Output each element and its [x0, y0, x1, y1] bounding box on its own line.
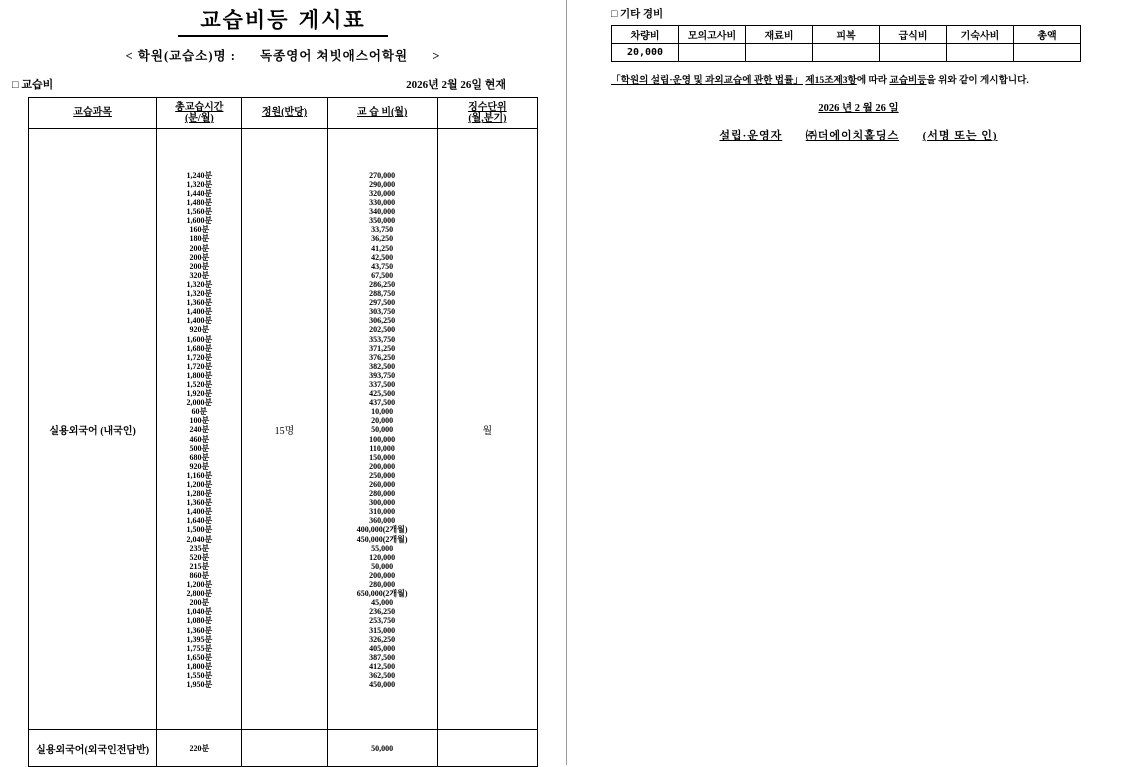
- list-item: 2,800분: [186, 589, 213, 599]
- etc-value-cell: 20,000: [612, 44, 679, 62]
- list-item: 1,160분: [186, 470, 213, 480]
- list-item: 1,640분: [186, 516, 213, 526]
- list-item: 1,600분: [186, 334, 213, 344]
- list-item: 43,750: [371, 261, 394, 271]
- as-of-date: 2026년 2월 26일 현재: [406, 79, 506, 91]
- list-item: 1,360분: [186, 498, 213, 508]
- academy-bracket-close: >: [432, 49, 441, 63]
- list-item: 220분: [189, 744, 210, 754]
- list-item: 42,500: [371, 252, 394, 262]
- list-item: 412,500: [369, 661, 396, 671]
- header-capacity: 정원(반당): [242, 98, 327, 129]
- list-item: 200,000: [369, 461, 396, 471]
- list-item: 235분: [189, 543, 210, 553]
- list-item: 362,500: [369, 670, 396, 680]
- header-total-hours: 총교습시간 (분/월): [157, 98, 242, 129]
- list-item: 425,500: [369, 389, 396, 399]
- fee-stack: [328, 165, 437, 693]
- academy-label: < 학원(교습소)명 :: [125, 49, 236, 63]
- header-fee: 교 습 비(월): [327, 98, 437, 129]
- list-item: 320분: [189, 270, 210, 280]
- list-item: 55,000: [371, 543, 394, 553]
- list-item: 1,240분: [186, 170, 213, 180]
- list-item: 1,800분: [186, 370, 213, 380]
- cell-hours-list: [157, 129, 242, 730]
- list-item: 260,000: [369, 480, 396, 490]
- list-item: 1,360분: [186, 625, 213, 635]
- header-subject: 교습과목: [29, 98, 157, 129]
- etc-value-cell: [813, 44, 880, 62]
- etc-value-cell: [947, 44, 1014, 62]
- list-item: 270,000: [369, 170, 396, 180]
- list-item: 1,520분: [186, 379, 213, 389]
- list-item: 200분: [189, 243, 210, 253]
- list-item: 1,400분: [186, 307, 213, 317]
- list-item: 1,650분: [186, 652, 213, 662]
- header-unit: 징수단위 (월,분기): [437, 98, 537, 129]
- etc-header-cell: 기숙사비: [947, 26, 1014, 44]
- list-item: 36,250: [371, 234, 394, 244]
- legal-middle: 에 따라: [856, 75, 888, 86]
- table-row: [29, 129, 538, 730]
- list-item: 280,000: [369, 580, 396, 590]
- list-item: 1,680분: [186, 343, 213, 353]
- list-item: 450,000(2개월): [356, 534, 408, 544]
- list-item: 2,040분: [186, 534, 213, 544]
- list-item: 360,000: [369, 516, 396, 526]
- list-item: 650,000(2개월): [356, 589, 408, 599]
- list-item: 1,200분: [186, 580, 213, 590]
- academy-name: 독종영어 쳐빗애스어학원: [260, 49, 409, 63]
- list-item: 437,500: [369, 398, 396, 408]
- list-item: 376,250: [369, 352, 396, 362]
- etc-header-cell: 모의고사비: [679, 26, 746, 44]
- list-item: 41,250: [371, 243, 394, 253]
- list-item: 1,550분: [186, 670, 213, 680]
- fee-table: [28, 97, 538, 767]
- etc-section-label: □ 기타 경비: [611, 9, 664, 20]
- list-item: 320,000: [369, 189, 396, 199]
- list-item: 393,750: [369, 370, 396, 380]
- list-item: 371,250: [369, 343, 396, 353]
- list-item: 1,950분: [186, 680, 213, 690]
- list-item: 1,500분: [186, 525, 213, 535]
- list-item: 1,720분: [186, 361, 213, 371]
- list-item: 450,000: [369, 680, 396, 690]
- legal-article: 제15조제3항: [805, 75, 857, 86]
- list-item: 215분: [189, 561, 210, 571]
- list-item: 45,000: [371, 598, 394, 608]
- legal-suffix: 을 위와 같이 게시합니다.: [926, 75, 1029, 86]
- list-item: 288,750: [369, 289, 396, 299]
- issue-date: [587, 100, 1130, 115]
- list-item: 1,280분: [186, 489, 213, 499]
- list-item: 1,360분: [186, 298, 213, 308]
- list-item: 1,080분: [186, 616, 213, 626]
- list-item: 300,000: [369, 498, 396, 508]
- list-item: 50,000: [371, 561, 394, 571]
- cell-subject: 실용외국어 (내국인): [29, 129, 157, 730]
- cell-unit: [437, 730, 537, 767]
- list-item: 680분: [189, 452, 210, 462]
- list-item: 60분: [191, 407, 208, 417]
- list-item: 1,755분: [186, 643, 213, 653]
- list-item: 860분: [189, 570, 210, 580]
- left-sheet: [0, 0, 566, 765]
- list-item: 920분: [189, 461, 210, 471]
- list-item: 10,000: [371, 407, 394, 417]
- etc-header-cell: 피복: [813, 26, 880, 44]
- list-item: 1,480분: [186, 198, 213, 208]
- fee-table-header-row: [29, 98, 538, 129]
- list-item: 236,250: [369, 607, 396, 617]
- list-item: 405,000: [369, 643, 396, 653]
- list-item: 920분: [189, 325, 210, 335]
- list-item: 500분: [189, 443, 210, 453]
- etc-header-cell: 급식비: [880, 26, 947, 44]
- list-item: 250,000: [369, 470, 396, 480]
- list-item: 33,750: [371, 225, 394, 235]
- table-row: [29, 730, 538, 767]
- hours-stack: [157, 738, 241, 757]
- etc-header-cell: 재료비: [746, 26, 813, 44]
- list-item: 200,000: [369, 570, 396, 580]
- list-item: 2,000분: [186, 398, 213, 408]
- list-item: 202,500: [369, 325, 396, 335]
- etc-header-cell: 총액: [1014, 26, 1081, 44]
- list-item: 100분: [189, 416, 210, 426]
- list-item: 1,440분: [186, 189, 213, 199]
- fee-stack: [328, 738, 437, 757]
- legal-notice: [611, 72, 1130, 86]
- signature-note: (서명 또는 인): [922, 130, 998, 142]
- etc-value-row: [612, 44, 1081, 62]
- list-item: 326,250: [369, 634, 396, 644]
- list-item: 200분: [189, 261, 210, 271]
- title-underline: [178, 35, 388, 37]
- list-item: 253,750: [369, 616, 396, 626]
- list-item: 306,250: [369, 316, 396, 326]
- list-item: 110,000: [369, 443, 395, 453]
- list-item: 180분: [189, 234, 210, 244]
- etc-value-cell: [880, 44, 947, 62]
- list-item: 310,000: [369, 507, 396, 517]
- list-item: 1,600분: [186, 216, 213, 226]
- academy-line: [0, 46, 566, 64]
- cell-subject: 실용외국어(외국인전담반): [29, 730, 157, 767]
- list-item: 400,000(2개월): [356, 525, 408, 535]
- list-item: 1,560분: [186, 207, 213, 217]
- list-item: 286,250: [369, 279, 396, 289]
- cell-fee-list: [327, 129, 437, 730]
- list-item: 1,395분: [186, 634, 213, 644]
- list-item: 200분: [189, 598, 210, 608]
- list-item: 297,500: [369, 298, 396, 308]
- list-item: 460분: [189, 434, 210, 444]
- list-item: 1,400분: [186, 316, 213, 326]
- legal-keyword: 교습비등: [889, 75, 927, 86]
- list-item: 353,750: [369, 334, 396, 344]
- list-item: 330,000: [369, 198, 396, 208]
- etc-value-cell: [679, 44, 746, 62]
- list-item: 160분: [189, 225, 210, 235]
- list-item: 350,000: [369, 216, 396, 226]
- list-item: 387,500: [369, 652, 396, 662]
- hours-stack: [157, 165, 241, 693]
- cell-fee-list: [327, 730, 437, 767]
- list-item: 1,320분: [186, 279, 213, 289]
- cell-capacity: 15명: [242, 129, 327, 730]
- list-item: 1,320분: [186, 179, 213, 189]
- etc-header-row: [612, 26, 1081, 44]
- list-item: 1,920분: [186, 389, 213, 399]
- list-item: 340,000: [369, 207, 396, 217]
- list-item: 1,720분: [186, 352, 213, 362]
- list-item: 1,400분: [186, 507, 213, 517]
- list-item: 303,750: [369, 307, 396, 317]
- list-item: 280,000: [369, 489, 396, 499]
- list-item: 50,000: [371, 425, 394, 435]
- cell-unit: 월: [437, 129, 537, 730]
- list-item: 240분: [189, 425, 210, 435]
- list-item: 1,040분: [186, 607, 213, 617]
- list-item: 1,800분: [186, 661, 213, 671]
- etc-header-cell: 차량비: [612, 26, 679, 44]
- etc-value-cell: [1014, 44, 1081, 62]
- issue-date-text: 2026 년 2 월 26 일: [818, 103, 899, 114]
- operator-name: ㈜더에이치홀딩스: [805, 130, 900, 142]
- cell-capacity: [242, 730, 327, 767]
- operator-role: 설립·운영자: [719, 130, 783, 142]
- list-item: 290,000: [369, 179, 396, 189]
- fee-section-label: □ 교습비: [12, 79, 54, 91]
- list-item: 150,000: [369, 452, 396, 462]
- list-item: 67,500: [371, 270, 394, 280]
- page-title: 교습비등 게시표: [200, 7, 366, 32]
- cell-hours-list: [157, 730, 242, 767]
- right-sheet: [567, 0, 1130, 765]
- list-item: 200분: [189, 252, 210, 262]
- fee-section-header: [0, 76, 566, 92]
- list-item: 50,000: [371, 744, 394, 754]
- list-item: 100,000: [369, 434, 396, 444]
- list-item: 20,000: [371, 416, 394, 426]
- signature-line: [587, 127, 1130, 143]
- legal-prefix: 「학원의 설립·운영 및 과외교습에 관한 법률」: [611, 75, 803, 86]
- list-item: 120,000: [369, 552, 396, 562]
- list-item: 382,500: [369, 361, 396, 371]
- list-item: 315,000: [369, 625, 396, 635]
- list-item: 337,500: [369, 379, 396, 389]
- list-item: 1,200분: [186, 480, 213, 490]
- etc-table: [611, 25, 1081, 62]
- list-item: 520분: [189, 552, 210, 562]
- list-item: 1,320분: [186, 289, 213, 299]
- etc-value-cell: [746, 44, 813, 62]
